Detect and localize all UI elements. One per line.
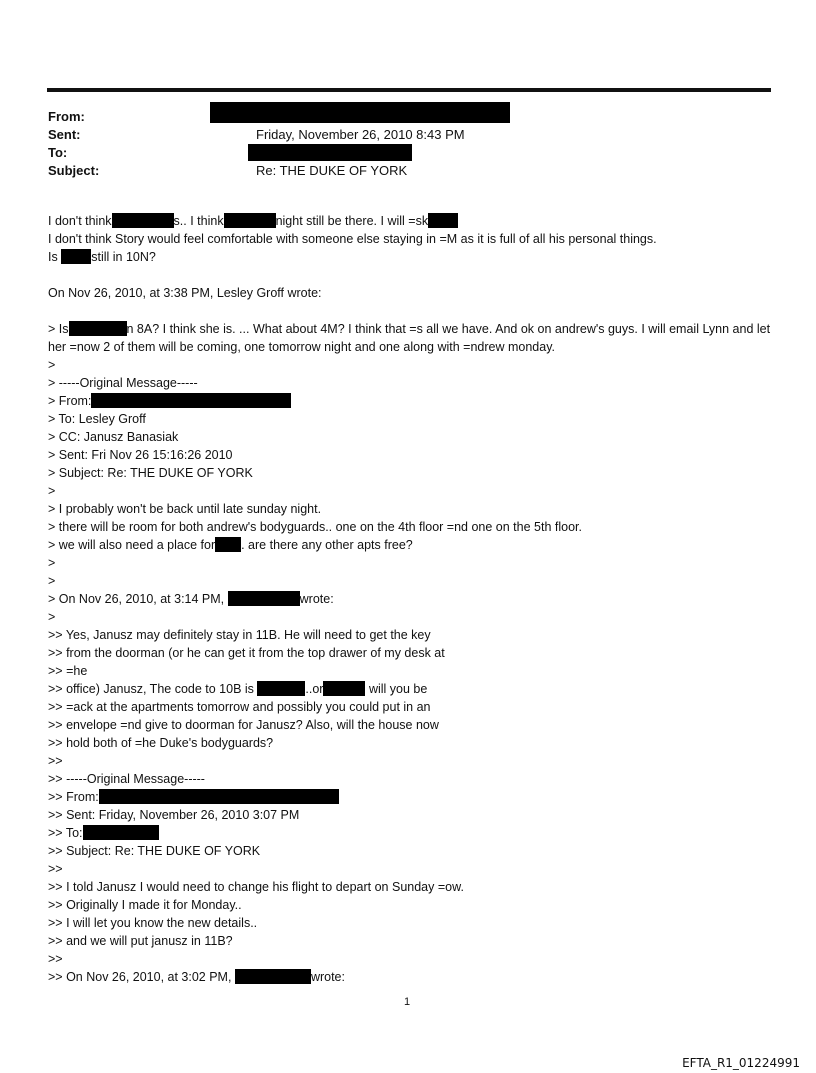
- body-line: >: [48, 556, 56, 570]
- redaction: [91, 393, 291, 408]
- body-line: > we will also need a place for . are there any other apts free?: [48, 538, 413, 552]
- body-line: > To: Lesley Groff: [48, 412, 146, 426]
- body-line: > CC: Janusz Banasiak: [48, 430, 179, 444]
- body-line: >> hold both of =he Duke's bodyguards?: [48, 736, 274, 750]
- redaction: [257, 681, 305, 696]
- body-line: > -----Original Message-----: [48, 376, 198, 390]
- body-line: >> =he: [48, 664, 88, 678]
- redaction: [235, 969, 311, 984]
- body-line: >>: [48, 952, 63, 966]
- page-number: 1: [404, 996, 411, 1008]
- from-label: From:: [48, 109, 85, 124]
- body-line: >>: [48, 754, 63, 768]
- body-line: >: [48, 574, 56, 588]
- body-line: >: [48, 484, 56, 498]
- body-line: >> envelope =nd give to doorman for Janusz? Also, will the house now: [48, 718, 439, 732]
- body-line: > Is n 8A? I think she is. ... What about 4M? I think that =s all we have. And ok on andrew's guys. I will email Lynn and let her =now 2 of them will be coming, one tomorrow night and one along with =ndrew monday.: [48, 322, 771, 354]
- to-label: To:: [48, 145, 68, 160]
- body-line: >: [48, 610, 56, 624]
- body-line: On Nov 26, 2010, at 3:38 PM, Lesley Groff wrote:: [48, 286, 322, 300]
- email-body: [48, 212, 788, 986]
- body-line: >>: [48, 862, 63, 876]
- body-line: >> Subject: Re: THE DUKE OF YORK: [48, 844, 261, 858]
- subject-label: Subject:: [48, 163, 100, 178]
- body-line: > there will be room for both andrew's bodyguards.. one on the 4th floor =nd one on the 5th floor.: [48, 520, 582, 534]
- redaction: [99, 789, 339, 804]
- body-line: >> I told Janusz I would need to change his flight to depart on Sunday =ow.: [48, 880, 464, 894]
- redaction: [228, 591, 300, 606]
- redaction: [69, 321, 127, 336]
- body-line: I don't think s.. I think night still be there. I will =sk: [48, 212, 788, 230]
- body-line: >> office) Janusz, The code to 10B is ..or will you be: [48, 682, 428, 696]
- body-line: >> On Nov 26, 2010, at 3:02 PM, wrote:: [48, 970, 345, 984]
- body-line: > On Nov 26, 2010, at 3:14 PM, wrote:: [48, 592, 334, 606]
- body-line: >> Yes, Janusz may definitely stay in 11B. He will need to get the key: [48, 628, 431, 642]
- body-line: >> and we will put janusz in 11B?: [48, 934, 233, 948]
- redaction: [83, 825, 159, 840]
- redaction: [215, 537, 241, 552]
- redaction: [428, 213, 458, 228]
- redaction: [224, 213, 276, 228]
- body-line: I don't think Story would feel comfortable with someone else staying in =M as it is full of all his personal things.: [48, 232, 657, 246]
- body-line: >> From:: [48, 788, 788, 806]
- body-line: > I probably won't be back until late sunday night.: [48, 502, 322, 516]
- body-line: >> Sent: Friday, November 26, 2010 3:07 PM: [48, 808, 300, 822]
- redaction-from: [210, 102, 510, 123]
- redaction: [61, 249, 91, 264]
- body-line: > From:: [48, 392, 788, 410]
- email-header: [48, 108, 768, 180]
- body-line: >> To:: [48, 824, 788, 842]
- body-line: >> -----Original Message-----: [48, 772, 205, 786]
- document-id: EFTA_R1_01224991: [682, 1056, 800, 1070]
- redaction-to: [248, 144, 412, 161]
- body-line: Is still in 10N?: [48, 250, 156, 264]
- body-line: >> from the doorman (or he can get it from the top drawer of my desk at: [48, 646, 445, 660]
- sent-label: Sent:: [48, 127, 81, 142]
- subject-value: Re: THE DUKE OF YORK: [256, 163, 408, 178]
- body-line: > Sent: Fri Nov 26 15:16:26 2010: [48, 448, 233, 462]
- redaction: [323, 681, 365, 696]
- sent-value: Friday, November 26, 2010 8:43 PM: [256, 127, 465, 142]
- body-line: >> I will let you know the new details..: [48, 916, 258, 930]
- body-line: >> =ack at the apartments tomorrow and possibly you could put in an: [48, 700, 431, 714]
- body-line: > Subject: Re: THE DUKE OF YORK: [48, 466, 253, 480]
- header-rule: [47, 88, 771, 92]
- body-line: >: [48, 358, 56, 372]
- redaction: [112, 213, 174, 228]
- body-line: >> Originally I made it for Monday..: [48, 898, 242, 912]
